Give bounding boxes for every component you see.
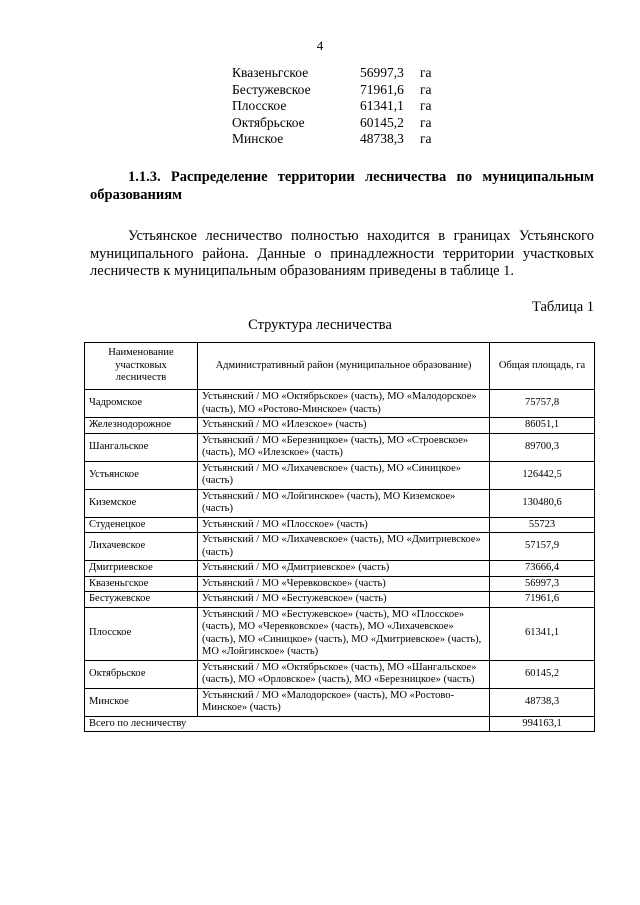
cell-district: Устьянский / МО «Илезское» (часть) xyxy=(198,418,490,434)
cell-area: 71961,6 xyxy=(490,592,595,608)
cell-district: Устьянский / МО «Октябрьское» (часть), МО «Шангальское» (часть), МО «Орловское» (часть), МО «Березницкое» (часть) xyxy=(198,660,490,688)
cell-area: 75757,8 xyxy=(490,390,595,418)
page-number: 4 xyxy=(316,38,324,53)
cell-name: Квазеньгское xyxy=(85,576,198,592)
area-summary-value: 61341,1 xyxy=(360,98,404,113)
cell-name: Киземское xyxy=(85,489,198,517)
total-value: 994163,1 xyxy=(490,716,595,732)
area-summary-unit: га xyxy=(420,131,432,146)
cell-name: Устьянское xyxy=(85,461,198,489)
area-summary-value: 71961,6 xyxy=(360,81,404,97)
area-summary-value: 60145,2 xyxy=(360,114,404,130)
body-paragraph xyxy=(90,228,594,281)
area-summary-name: Квазеньгское xyxy=(232,65,309,80)
area-summary-row xyxy=(232,131,440,148)
table-row xyxy=(85,607,595,660)
cell-district: Устьянский / МО «Бестужевское» (часть) xyxy=(198,592,490,608)
cell-district: Устьянский / МО «Бестужевское» (часть), МО «Плосское» (часть), МО «Черевковское» (часть), МО «Лихачевское» (часть), МО «Синицкое» (часть), МО «Дмитриевское» (часть), МО «Лойгинское» (часть) xyxy=(198,607,490,660)
cell-district: Устьянский / МО «Лойгинское» (часть), МО Киземское» (часть) xyxy=(198,489,490,517)
cell-area: 48738,3 xyxy=(490,688,595,716)
section-heading xyxy=(90,168,594,204)
table-row xyxy=(85,688,595,716)
cell-area: 60145,2 xyxy=(490,660,595,688)
cell-district: Устьянский / МО «Дмитриевское» (часть) xyxy=(198,561,490,577)
area-summary-name: Плосское xyxy=(232,98,287,113)
cell-area: 126442,5 xyxy=(490,461,595,489)
area-summary-value: 56997,3 xyxy=(360,65,404,80)
area-summary-row xyxy=(232,98,440,115)
table-row xyxy=(85,660,595,688)
cell-name: Студенецкое xyxy=(85,517,198,533)
cell-area: 55723 xyxy=(490,517,595,533)
area-summary-name: Минское xyxy=(232,131,284,146)
cell-name: Октябрьское xyxy=(85,660,198,688)
cell-area: 57157,9 xyxy=(490,533,595,561)
section-heading-text: 1.1.3. Распределение территории лесничества по муниципальным образованиям xyxy=(90,169,594,203)
table-row xyxy=(85,390,595,418)
area-summary-unit: га xyxy=(420,81,432,97)
body-paragraph-text: Устьянское лесничество полностью находится в границах Устьянского муниципального района. Данные о принадлежности территории участковых лесничеств к муниципальным образованиям приведены в таблице 1. xyxy=(90,228,594,279)
area-summary-unit: га xyxy=(420,114,432,130)
area-summary-name: Октябрьское xyxy=(232,114,305,130)
table-row xyxy=(85,433,595,461)
cell-area: 73666,4 xyxy=(490,561,595,577)
cell-district: Устьянский / МО «Лихачевское» (часть), МО «Синицкое» (часть) xyxy=(198,461,490,489)
cell-district: Устьянский / МО «Плосское» (часть) xyxy=(198,517,490,533)
cell-area: 56997,3 xyxy=(490,576,595,592)
area-summary-name: Бестужевское xyxy=(232,81,311,97)
table-row xyxy=(85,489,595,517)
forestry-structure-table xyxy=(84,342,595,732)
cell-area: 61341,1 xyxy=(490,607,595,660)
table-row xyxy=(85,461,595,489)
cell-name: Лихачевское xyxy=(85,533,198,561)
table-row xyxy=(85,533,595,561)
area-summary-row xyxy=(232,115,440,132)
column-header-district: Административный район (муниципальное образование) xyxy=(198,343,490,390)
column-header-name: Наименование участковых лесничеств xyxy=(85,343,198,390)
cell-area: 130480,6 xyxy=(490,489,595,517)
area-summary-unit: га xyxy=(420,98,432,113)
table-caption: Структура лесничества xyxy=(248,317,392,333)
table-row xyxy=(85,517,595,533)
cell-name: Плосское xyxy=(85,607,198,660)
cell-area: 89700,3 xyxy=(490,433,595,461)
table-number: Таблица 1 xyxy=(531,299,594,315)
table-row xyxy=(85,561,595,577)
cell-name: Бестужевское xyxy=(85,592,198,608)
cell-district: Устьянский / МО «Березницкое» (часть), МО «Строевское» (часть), МО «Илезское» (часть) xyxy=(198,433,490,461)
cell-name: Шангальское xyxy=(85,433,198,461)
table-row xyxy=(85,576,595,592)
cell-name: Минское xyxy=(85,688,198,716)
cell-name: Дмитриевское xyxy=(85,561,198,577)
table-total-row xyxy=(85,716,595,732)
area-summary-row xyxy=(232,65,440,82)
area-summary-value: 48738,3 xyxy=(360,131,404,146)
cell-district: Устьянский / МО «Октябрьское» (часть), МО «Малодорское» (часть), МО «Ростово-Минское» (часть) xyxy=(198,390,490,418)
cell-district: Устьянский / МО «Малодорское» (часть), МО «Ростово-Минское» (часть) xyxy=(198,688,490,716)
cell-district: Устьянский / МО «Лихачевское» (часть), МО «Дмитриевское» (часть) xyxy=(198,533,490,561)
table-row xyxy=(85,592,595,608)
cell-district: Устьянский / МО «Черевковское» (часть) xyxy=(198,576,490,592)
table-row xyxy=(85,418,595,434)
column-header-area: Общая площадь, га xyxy=(490,343,595,390)
table-header-row xyxy=(85,343,595,390)
area-summary-list xyxy=(232,65,440,148)
cell-name: Чадромское xyxy=(85,390,198,418)
cell-area: 86051,1 xyxy=(490,418,595,434)
area-summary-row xyxy=(232,82,440,99)
area-summary-unit: га xyxy=(420,65,432,80)
total-label: Всего по лесничеству xyxy=(85,716,490,732)
cell-name: Железнодорожное xyxy=(85,418,198,434)
